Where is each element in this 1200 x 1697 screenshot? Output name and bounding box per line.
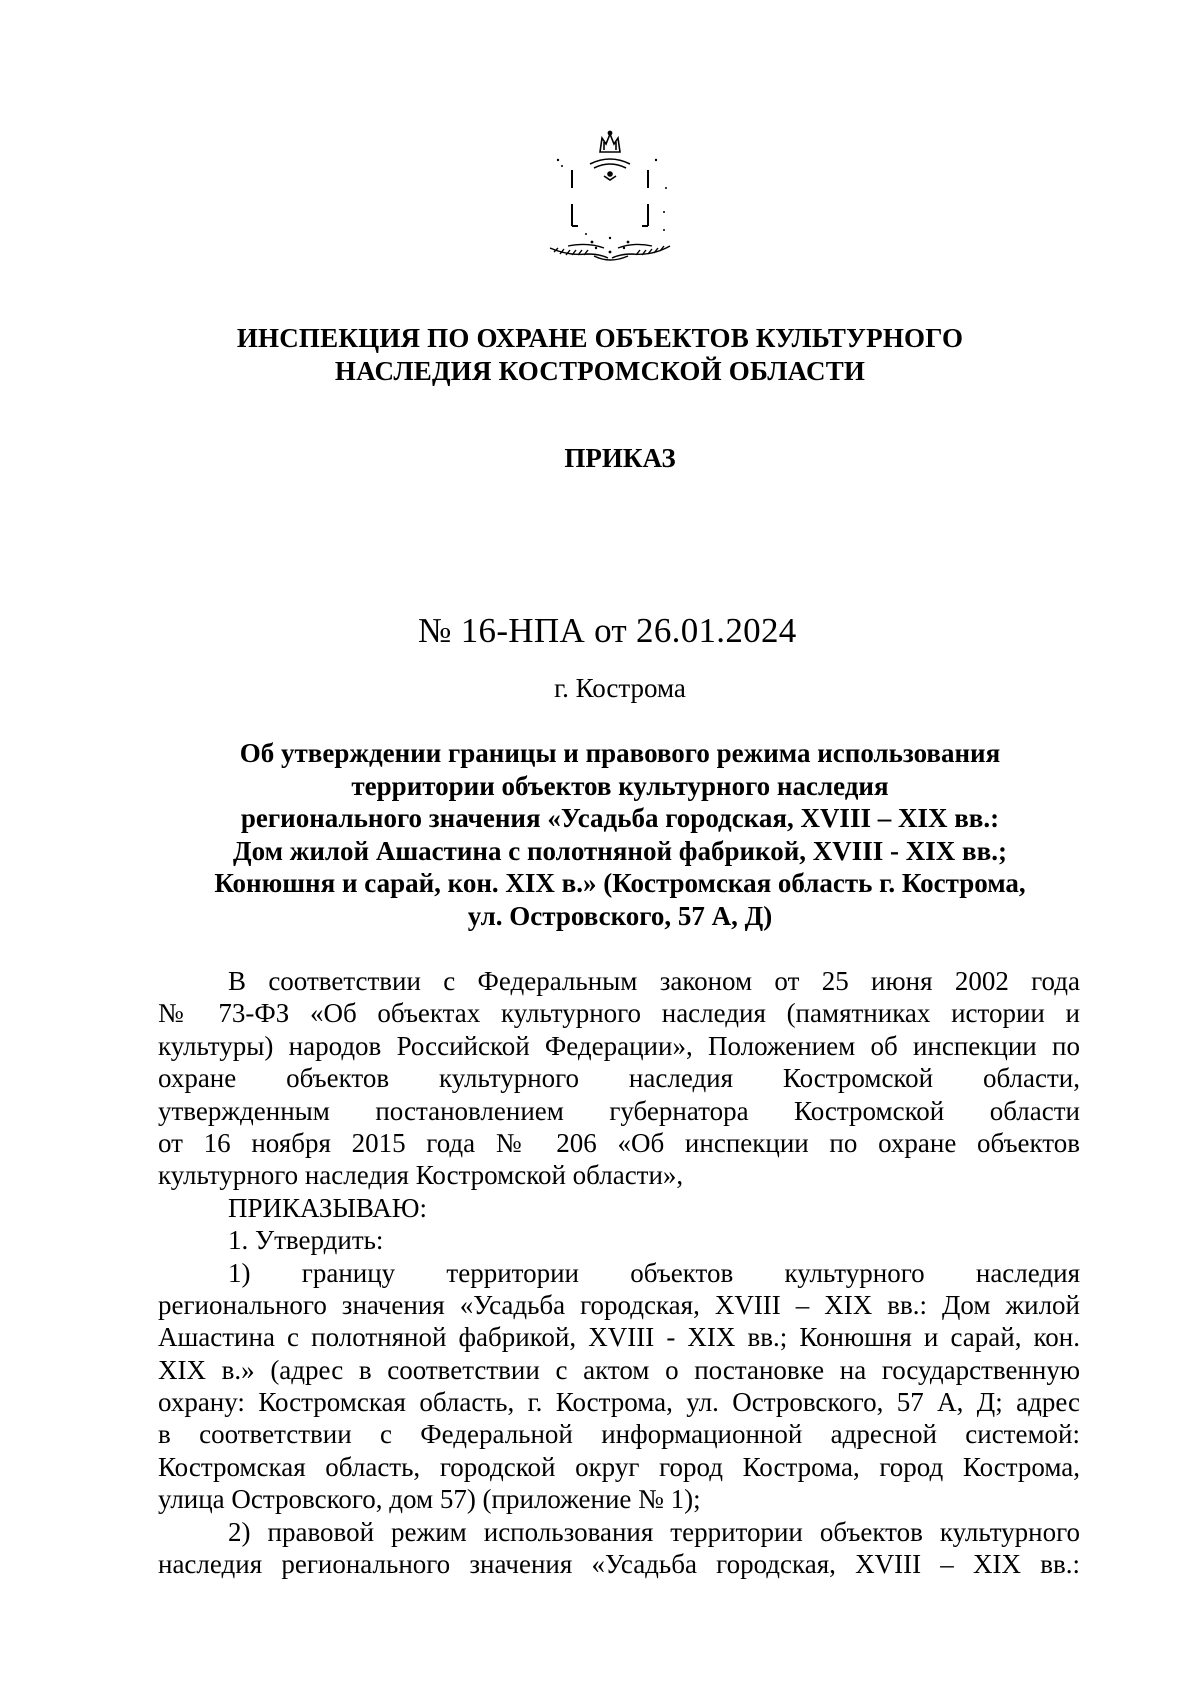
body-line: охране объектов культурного наследия Костромской области, [158,1063,1080,1094]
document-body [158,965,1080,1580]
document-subject [150,737,1090,933]
body-line: культуры) народов Российской Федерации», Положением об инспекции по [158,1030,1080,1061]
coat-of-arms-emblem [548,130,678,290]
body-line: Костромская область, городской округ город Кострома, город Кострома, [158,1451,1080,1482]
body-line: регионального значения «Усадьба городская, XVIII – XIX вв.: Дом жилой [158,1289,1080,1320]
body-line: наследия регионального значения «Усадьба городская, XVIII – XIX вв.: [158,1549,1080,1580]
subject-line: ул. Островского, 57 А, Д) [467,900,773,931]
body-line: улица Островского, дом 57) (приложение № 1); [158,1484,701,1515]
subject-line: регионального значения «Усадьба городская, XVIII – XIX вв.: [240,803,1000,834]
body-line: культурного наследия Костромской области», [158,1160,684,1191]
subject-line: Дом жилой Ашастина с полотняной фабрикой, XVIII - XIX вв.; [233,835,1007,866]
body-line: 2) правовой режим использования территории объектов культурного [228,1516,1080,1547]
subject-line: Конюшня и сарай, кон. XIX в.» (Костромская область г. Кострома, [214,868,1026,899]
body-line: 1) границу территории объектов культурного наследия [228,1257,1080,1288]
subject-line: территории объектов культурного наследия [351,770,889,801]
document-number-date: № 16-НПА от 26.01.2024 [418,611,797,650]
document-type: ПРИКАЗ [564,443,676,473]
document-city: г. Кострома [554,673,686,703]
subject-line: Об утверждении границы и правового режима использования [239,738,1001,768]
body-line: № 73-ФЗ «Об объектах культурного наследия (памятниках истории и [158,998,1080,1029]
organization-title [150,322,1050,388]
body-line: Ашастина с полотняной фабрикой, XVIII - XIX вв.; Конюшня и сарай, кон. [158,1322,1080,1353]
order-keyword: ПРИКАЗЫВАЮ: [228,1192,427,1223]
organization-title-line: НАСЛЕДИЯ КОСТРОМСКОЙ ОБЛАСТИ [334,356,866,386]
body-line: утвержденным постановлением губернатора Костромской области [158,1095,1080,1126]
body-line: в соответствии с Федеральной информационной адресной системой: [158,1419,1080,1450]
clause-heading: 1. Утвердить: [228,1225,384,1256]
organization-title-line: ИНСПЕКЦИЯ ПО ОХРАНЕ ОБЪЕКТОВ КУЛЬТУРНОГО [236,323,964,353]
body-line: от 16 ноября 2015 года № 206 «Об инспекции по охране объектов [158,1127,1080,1158]
body-line: XIX в.» (адрес в соответствии с актом о постановке на государственную [158,1354,1080,1385]
body-line: В соответствии с Федеральным законом от 25 июня 2002 года [228,966,1080,996]
body-line: охрану: Костромская область, г. Кострома, ул. Островского, 57 А, Д; адрес [158,1387,1080,1418]
